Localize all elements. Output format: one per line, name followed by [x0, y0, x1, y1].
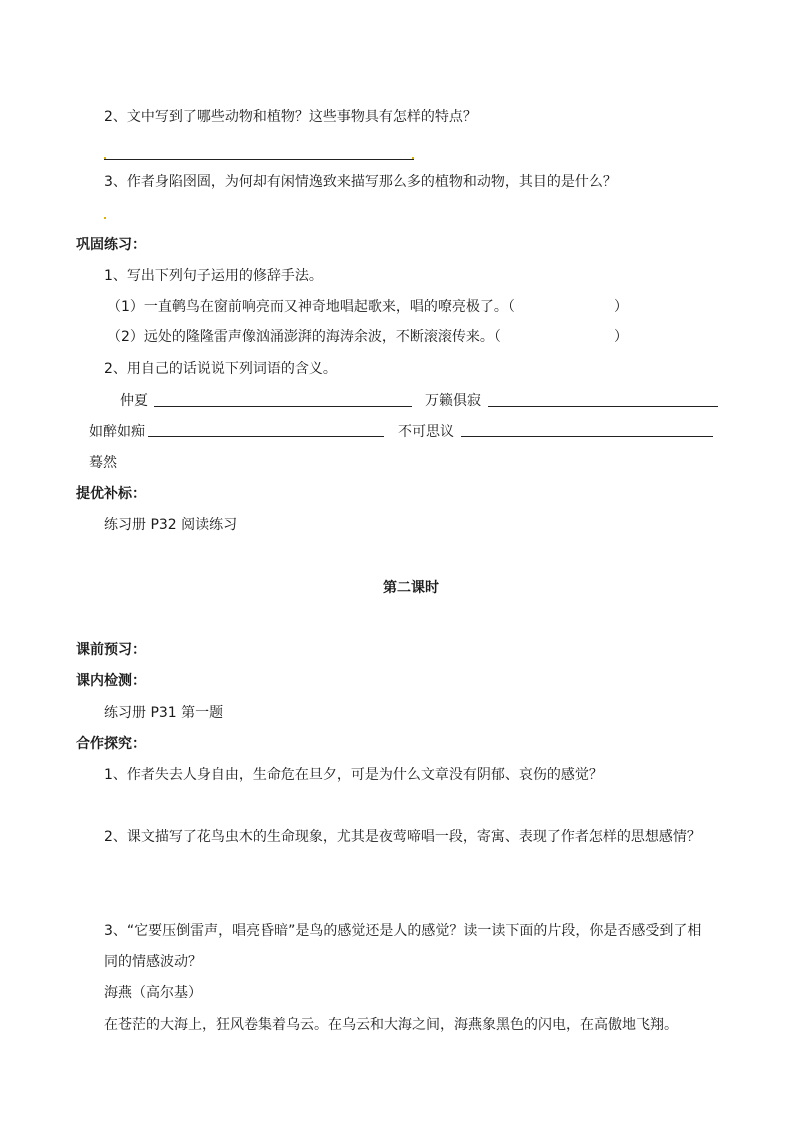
sentence-2: （2）远处的隆隆雷声像汹涌澎湃的海涛余波，不断滚滚传来。（ — [107, 329, 501, 345]
explore-q1: 1、作者失去人身自由，生命危在旦夕，可是为什么文章没有阴郁、哀伤的感觉？ — [104, 767, 603, 783]
word-bukesiyi: 不可思议 — [398, 424, 454, 440]
word-moran: 蓦然 — [89, 455, 117, 471]
word-zhongxia: 仲夏 — [120, 393, 148, 409]
word-wanlaijuji: 万籁俱寂 — [425, 393, 481, 409]
word-answer-line — [461, 436, 713, 437]
preview-heading: 课前预习： — [76, 642, 146, 658]
marker-dot — [104, 157, 106, 159]
explore-q2: 2、课文描写了花鸟虫木的生命现象，尤其是夜莺啼唱一段，寄寓、表现了作者怎样的思想感情？ — [104, 829, 701, 845]
marker-dot — [412, 157, 414, 159]
check-text: 练习册 P31 第一题 — [104, 705, 224, 721]
lesson2-title: 第二课时 — [383, 580, 439, 596]
word-answer-line — [154, 406, 412, 407]
answer-line-q2 — [104, 159, 414, 160]
sentence-1-close: ） — [614, 299, 628, 315]
improve-text: 练习册 P32 阅读练习 — [104, 517, 238, 533]
question-2: 2、文中写到了哪些动物和植物？这些事物具有怎样的特点？ — [104, 109, 477, 125]
poem-title: 海燕（高尔基） — [104, 985, 202, 1001]
marker-dot — [104, 217, 106, 219]
word-ruzuiruchi: 如醉如痴 — [89, 424, 145, 440]
word-answer-line — [148, 436, 384, 437]
explore-q3-line2: 同的情感波动？ — [104, 954, 202, 970]
improve-heading: 提优补标： — [76, 486, 146, 502]
consolidate-heading: 巩固练习： — [76, 237, 146, 253]
word-answer-line — [488, 406, 718, 407]
question-3: 3、作者身陷囹圄，为何却有闲情逸致来描写那么多的植物和动物，其目的是什么？ — [104, 174, 617, 190]
explore-heading: 合作探究： — [76, 736, 146, 752]
sentence-1: （1）一直鹌鸟在窗前响亮而又神奇地唱起歌来，唱的嘹亮极了。（ — [107, 299, 515, 315]
consolidate-q2: 2、用自己的话说说下列词语的含义。 — [104, 361, 337, 377]
check-heading: 课内检测： — [76, 673, 146, 689]
sentence-2-close: ） — [614, 329, 628, 345]
consolidate-q1: 1、写出下列句子运用的修辞手法。 — [104, 268, 323, 284]
poem-line: 在苍茫的大海上，狂风卷集着乌云。在乌云和大海之间，海燕象黑色的闪电，在高傲地飞翔。 — [104, 1017, 678, 1033]
explore-q3-line1: 3、“它要压倒雷声，唱亮昏暗”是鸟的感觉还是人的感觉？读一读下面的片段，你是否感受到了相 — [104, 923, 702, 939]
